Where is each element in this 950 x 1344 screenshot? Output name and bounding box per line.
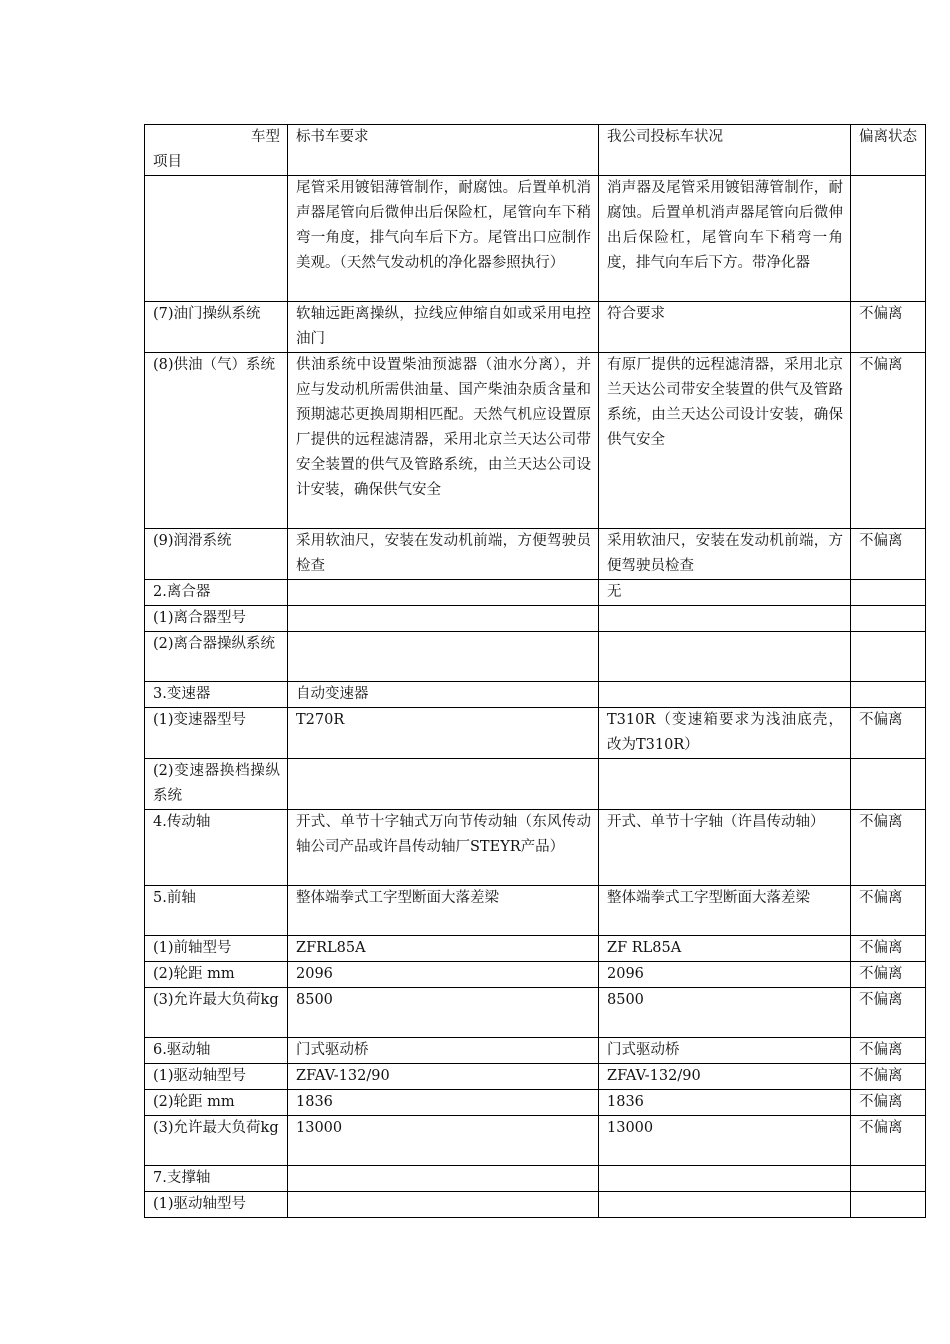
header-bid: 我公司投标车状况 bbox=[599, 125, 851, 176]
table-row bbox=[145, 936, 926, 962]
item-cell: (7)油门操纵系统 bbox=[145, 302, 288, 353]
table-row bbox=[145, 302, 926, 353]
bid-cell: 符合要求 bbox=[599, 302, 851, 353]
table-row bbox=[145, 886, 926, 936]
tender-cell: 1836 bbox=[288, 1090, 599, 1116]
tender-cell: 8500 bbox=[288, 988, 599, 1038]
item-cell: (8)供油（气）系统 bbox=[145, 353, 288, 529]
tender-cell bbox=[288, 1166, 599, 1192]
deviation-cell bbox=[851, 632, 926, 682]
item-cell: 2.离合器 bbox=[145, 580, 288, 606]
bid-cell bbox=[599, 1192, 851, 1218]
item-cell: (2)轮距 mm bbox=[145, 1090, 288, 1116]
deviation-cell: 不偏离 bbox=[851, 353, 926, 529]
deviation-cell: 不偏离 bbox=[851, 1116, 926, 1166]
item-cell: 7.支撑轴 bbox=[145, 1166, 288, 1192]
item-cell: 3.变速器 bbox=[145, 682, 288, 708]
header-item-cell bbox=[145, 125, 288, 176]
table-row bbox=[145, 1116, 926, 1166]
header-row bbox=[145, 125, 926, 176]
bid-cell: 开式、单节十字轴（许昌传动轴） bbox=[599, 810, 851, 886]
tender-cell bbox=[288, 632, 599, 682]
table-row bbox=[145, 353, 926, 529]
bid-cell: 有原厂提供的远程滤清器，采用北京兰天达公司带安全装置的供气及管路系统，由兰天达公司设计安装，确保供气安全 bbox=[599, 353, 851, 529]
table-row bbox=[145, 759, 926, 810]
header-tender: 标书车要求 bbox=[288, 125, 599, 176]
item-cell: (1)驱动轴型号 bbox=[145, 1064, 288, 1090]
table-body bbox=[145, 176, 926, 1218]
deviation-cell bbox=[851, 1166, 926, 1192]
item-cell: (1)前轴型号 bbox=[145, 936, 288, 962]
bid-cell: ZFAV-132/90 bbox=[599, 1064, 851, 1090]
deviation-cell: 不偏离 bbox=[851, 302, 926, 353]
tender-cell bbox=[288, 580, 599, 606]
tender-cell: T270R bbox=[288, 708, 599, 759]
tender-cell: ZFRL85A bbox=[288, 936, 599, 962]
bid-cell: 采用软油尺，安装在发动机前端，方便驾驶员检查 bbox=[599, 529, 851, 580]
table-row bbox=[145, 708, 926, 759]
bid-cell: ZF RL85A bbox=[599, 936, 851, 962]
bid-cell: 13000 bbox=[599, 1116, 851, 1166]
tender-cell bbox=[288, 606, 599, 632]
spec-comparison-table bbox=[144, 124, 926, 1218]
table-row bbox=[145, 632, 926, 682]
tender-cell bbox=[288, 1192, 599, 1218]
tender-cell: 采用软油尺，安装在发动机前端，方便驾驶员检查 bbox=[288, 529, 599, 580]
item-cell: (3)允许最大负荷kg bbox=[145, 988, 288, 1038]
table-row bbox=[145, 1192, 926, 1218]
bid-cell bbox=[599, 759, 851, 810]
table-row bbox=[145, 1064, 926, 1090]
deviation-cell: 不偏离 bbox=[851, 886, 926, 936]
deviation-cell: 不偏离 bbox=[851, 962, 926, 988]
deviation-cell: 不偏离 bbox=[851, 1090, 926, 1116]
deviation-cell: 不偏离 bbox=[851, 936, 926, 962]
bid-cell: 1836 bbox=[599, 1090, 851, 1116]
deviation-cell bbox=[851, 682, 926, 708]
deviation-cell: 不偏离 bbox=[851, 810, 926, 886]
tender-cell: 13000 bbox=[288, 1116, 599, 1166]
bid-cell: 整体端拳式工字型断面大落差梁 bbox=[599, 886, 851, 936]
item-cell: (1)离合器型号 bbox=[145, 606, 288, 632]
item-cell: (2)轮距 mm bbox=[145, 962, 288, 988]
bid-cell bbox=[599, 1166, 851, 1192]
bid-cell: 8500 bbox=[599, 988, 851, 1038]
tender-cell: 软轴远距离操纵，拉线应伸缩自如或采用电控油门 bbox=[288, 302, 599, 353]
item-cell: (1)变速器型号 bbox=[145, 708, 288, 759]
item-cell: (2)离合器操纵系统 bbox=[145, 632, 288, 682]
bid-cell: 2096 bbox=[599, 962, 851, 988]
deviation-cell: 不偏离 bbox=[851, 529, 926, 580]
bid-cell: 无 bbox=[599, 580, 851, 606]
table-row bbox=[145, 176, 926, 302]
bid-cell: 消声器及尾管采用镀铝薄管制作，耐腐蚀。后置单机消声器尾管向后微伸出后保险杠，尾管向车下稍弯一角度，排气向车后下方。带净化器 bbox=[599, 176, 851, 302]
deviation-cell: 不偏离 bbox=[851, 1064, 926, 1090]
bid-cell bbox=[599, 682, 851, 708]
deviation-cell: 不偏离 bbox=[851, 708, 926, 759]
bid-cell bbox=[599, 606, 851, 632]
tender-cell: 2096 bbox=[288, 962, 599, 988]
deviation-cell bbox=[851, 606, 926, 632]
deviation-cell bbox=[851, 176, 926, 302]
table-row bbox=[145, 529, 926, 580]
deviation-cell: 不偏离 bbox=[851, 1038, 926, 1064]
tender-cell: 尾管采用镀铝薄管制作，耐腐蚀。后置单机消声器尾管向后微伸出后保险杠，尾管向车下稍弯一角度，排气向车后下方。尾管出口应制作美观。（天然气发动机的净化器参照执行） bbox=[288, 176, 599, 302]
item-cell: 5.前轴 bbox=[145, 886, 288, 936]
table-row bbox=[145, 682, 926, 708]
deviation-cell bbox=[851, 759, 926, 810]
tender-cell: 门式驱动桥 bbox=[288, 1038, 599, 1064]
table-row bbox=[145, 606, 926, 632]
bid-cell: T310R（变速箱要求为浅油底壳，改为T310R） bbox=[599, 708, 851, 759]
header-item-label: 项目 bbox=[153, 154, 182, 170]
tender-cell: 供油系统中设置柴油预滤器（油水分离），并应与发动机所需供油量、国产柴油杂质含量和预期滤芯更换周期相匹配。天然气机应设置原厂提供的远程滤清器，采用北京兰天达公司带安全装置的供气及管路系统，由兰天达公司设计安装，确保供气安全 bbox=[288, 353, 599, 529]
item-cell: (9)润滑系统 bbox=[145, 529, 288, 580]
tender-cell: ZFAV-132/90 bbox=[288, 1064, 599, 1090]
deviation-cell bbox=[851, 1192, 926, 1218]
tender-cell: 开式、单节十字轴式万向节传动轴（东风传动轴公司产品或许昌传动轴厂STEYR产品） bbox=[288, 810, 599, 886]
item-cell: (2)变速器换档操纵系统 bbox=[145, 759, 288, 810]
item-cell: (1)驱动轴型号 bbox=[145, 1192, 288, 1218]
tender-cell: 整体端拳式工字型断面大落差梁 bbox=[288, 886, 599, 936]
tender-cell bbox=[288, 759, 599, 810]
table-row bbox=[145, 1090, 926, 1116]
header-vehicle-type: 车型 bbox=[251, 129, 280, 145]
deviation-cell: 不偏离 bbox=[851, 988, 926, 1038]
table-row bbox=[145, 962, 926, 988]
table-row bbox=[145, 1038, 926, 1064]
table-row bbox=[145, 988, 926, 1038]
tender-cell: 自动变速器 bbox=[288, 682, 599, 708]
item-cell bbox=[145, 176, 288, 302]
item-cell: 4.传动轴 bbox=[145, 810, 288, 886]
table-row bbox=[145, 810, 926, 886]
item-cell: (3)允许最大负荷kg bbox=[145, 1116, 288, 1166]
table-row bbox=[145, 580, 926, 606]
bid-cell bbox=[599, 632, 851, 682]
table-row bbox=[145, 1166, 926, 1192]
item-cell: 6.驱动轴 bbox=[145, 1038, 288, 1064]
header-deviation: 偏离状态 bbox=[851, 125, 926, 176]
deviation-cell bbox=[851, 580, 926, 606]
bid-cell: 门式驱动桥 bbox=[599, 1038, 851, 1064]
